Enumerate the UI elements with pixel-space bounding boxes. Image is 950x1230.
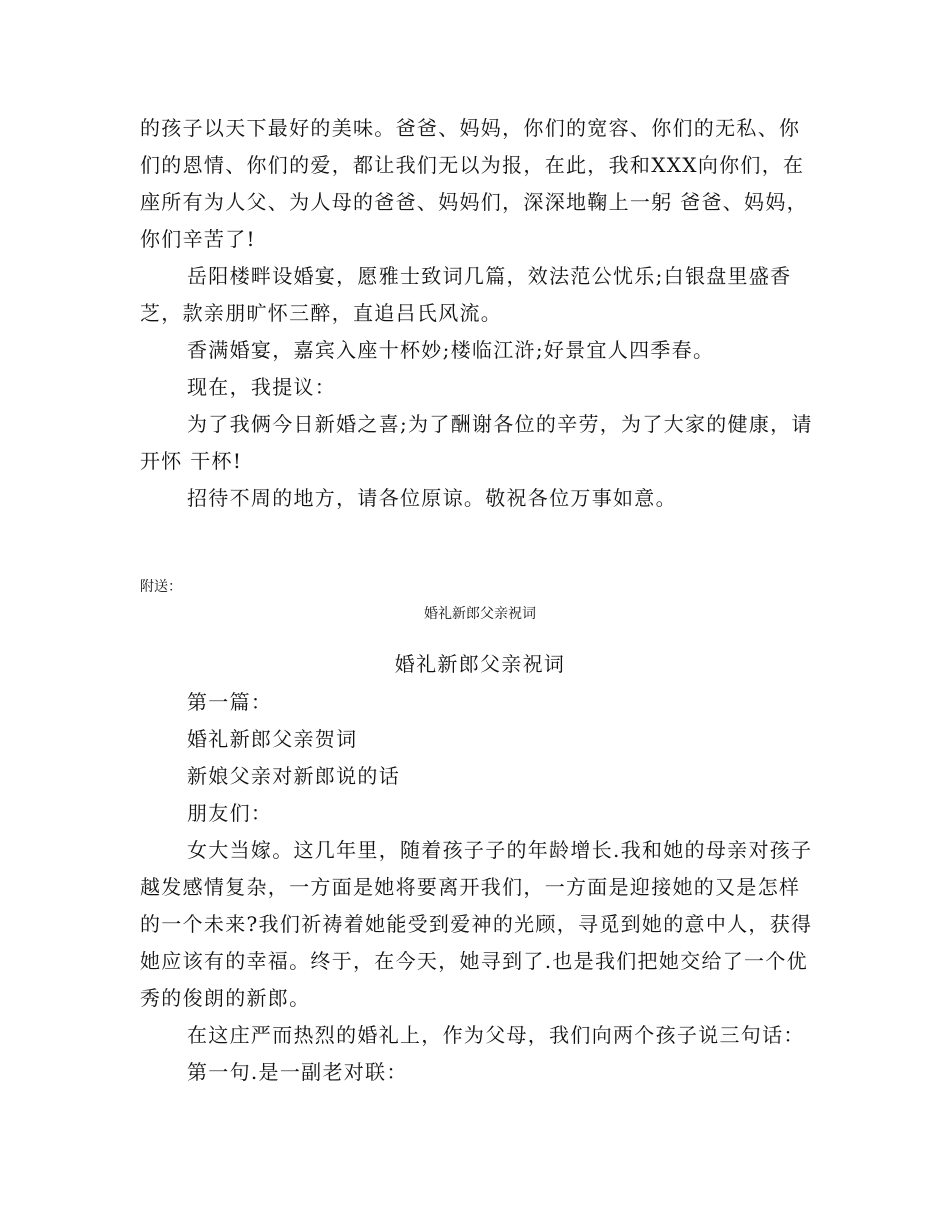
paragraph-first-sentence: 第一句.是一副老对联： — [187, 1060, 408, 1084]
paragraph-xiang: 香满婚宴，嘉宾入座十杯妙;楼临江浒;好景宜人四季春。 — [187, 338, 715, 362]
part-one-heading: 第一篇： — [187, 690, 273, 714]
greeting: 朋友们： — [187, 801, 273, 825]
subtitle-groom-father: 婚礼新郎父亲贺词 — [187, 727, 358, 751]
subtitle-bride-father: 新娘父亲对新郎说的话 — [187, 764, 400, 788]
paragraph-now: 现在，我提议： — [187, 375, 337, 399]
paragraph-thanks: 招待不周的地方，请各位原谅。敬祝各位万事如意。 — [187, 486, 677, 510]
paragraph-continuation: 的孩子以天下最好的美味。爸爸、妈妈，你们的宽容、你们的无私、你们的恩情、你们的爱，都让我们无以为报，在此，我和XXX向你们，在座所有为人父、为人母的爸爸、妈妈们，深深地鞠上一躬 爸爸、妈妈，你们辛苦了! — [140, 116, 808, 251]
paragraph-daughter: 女大当嫁。这几年里，随着孩子子的年龄增长.我和她的母亲对孩子越发感情复杂，一方面是她将要离开我们，一方面是迎接她的又是怎样的一个未来?我们祈祷着她能受到爱神的光顾，寻觅到她的意中人，获得她应该有的幸福。终于，在今天，她寻到了.也是我们把她交给了一个优秀的俊朗的新郎。 — [140, 838, 813, 1010]
paragraph-yueyang: 岳阳楼畔设婚宴，愿雅士致词几篇，效法范公忧乐;白银盘里盛香芝，款亲朋旷怀三醉，直追吕氏风流。 — [140, 264, 792, 325]
attached-label: 附送： — [140, 579, 182, 595]
paragraph-wedding: 在这庄严而热烈的婚礼上，作为父母，我们向两个孩子说三句话： — [187, 1023, 805, 1047]
paragraph-toast: 为了我俩今日新婚之喜;为了酬谢各位的辛劳，为了大家的健康，请开怀 干杯! — [140, 412, 813, 473]
attached-title-small: 婚礼新郎父亲祝词 — [424, 606, 536, 622]
article-title: 婚礼新郎父亲祝词 — [394, 652, 566, 676]
